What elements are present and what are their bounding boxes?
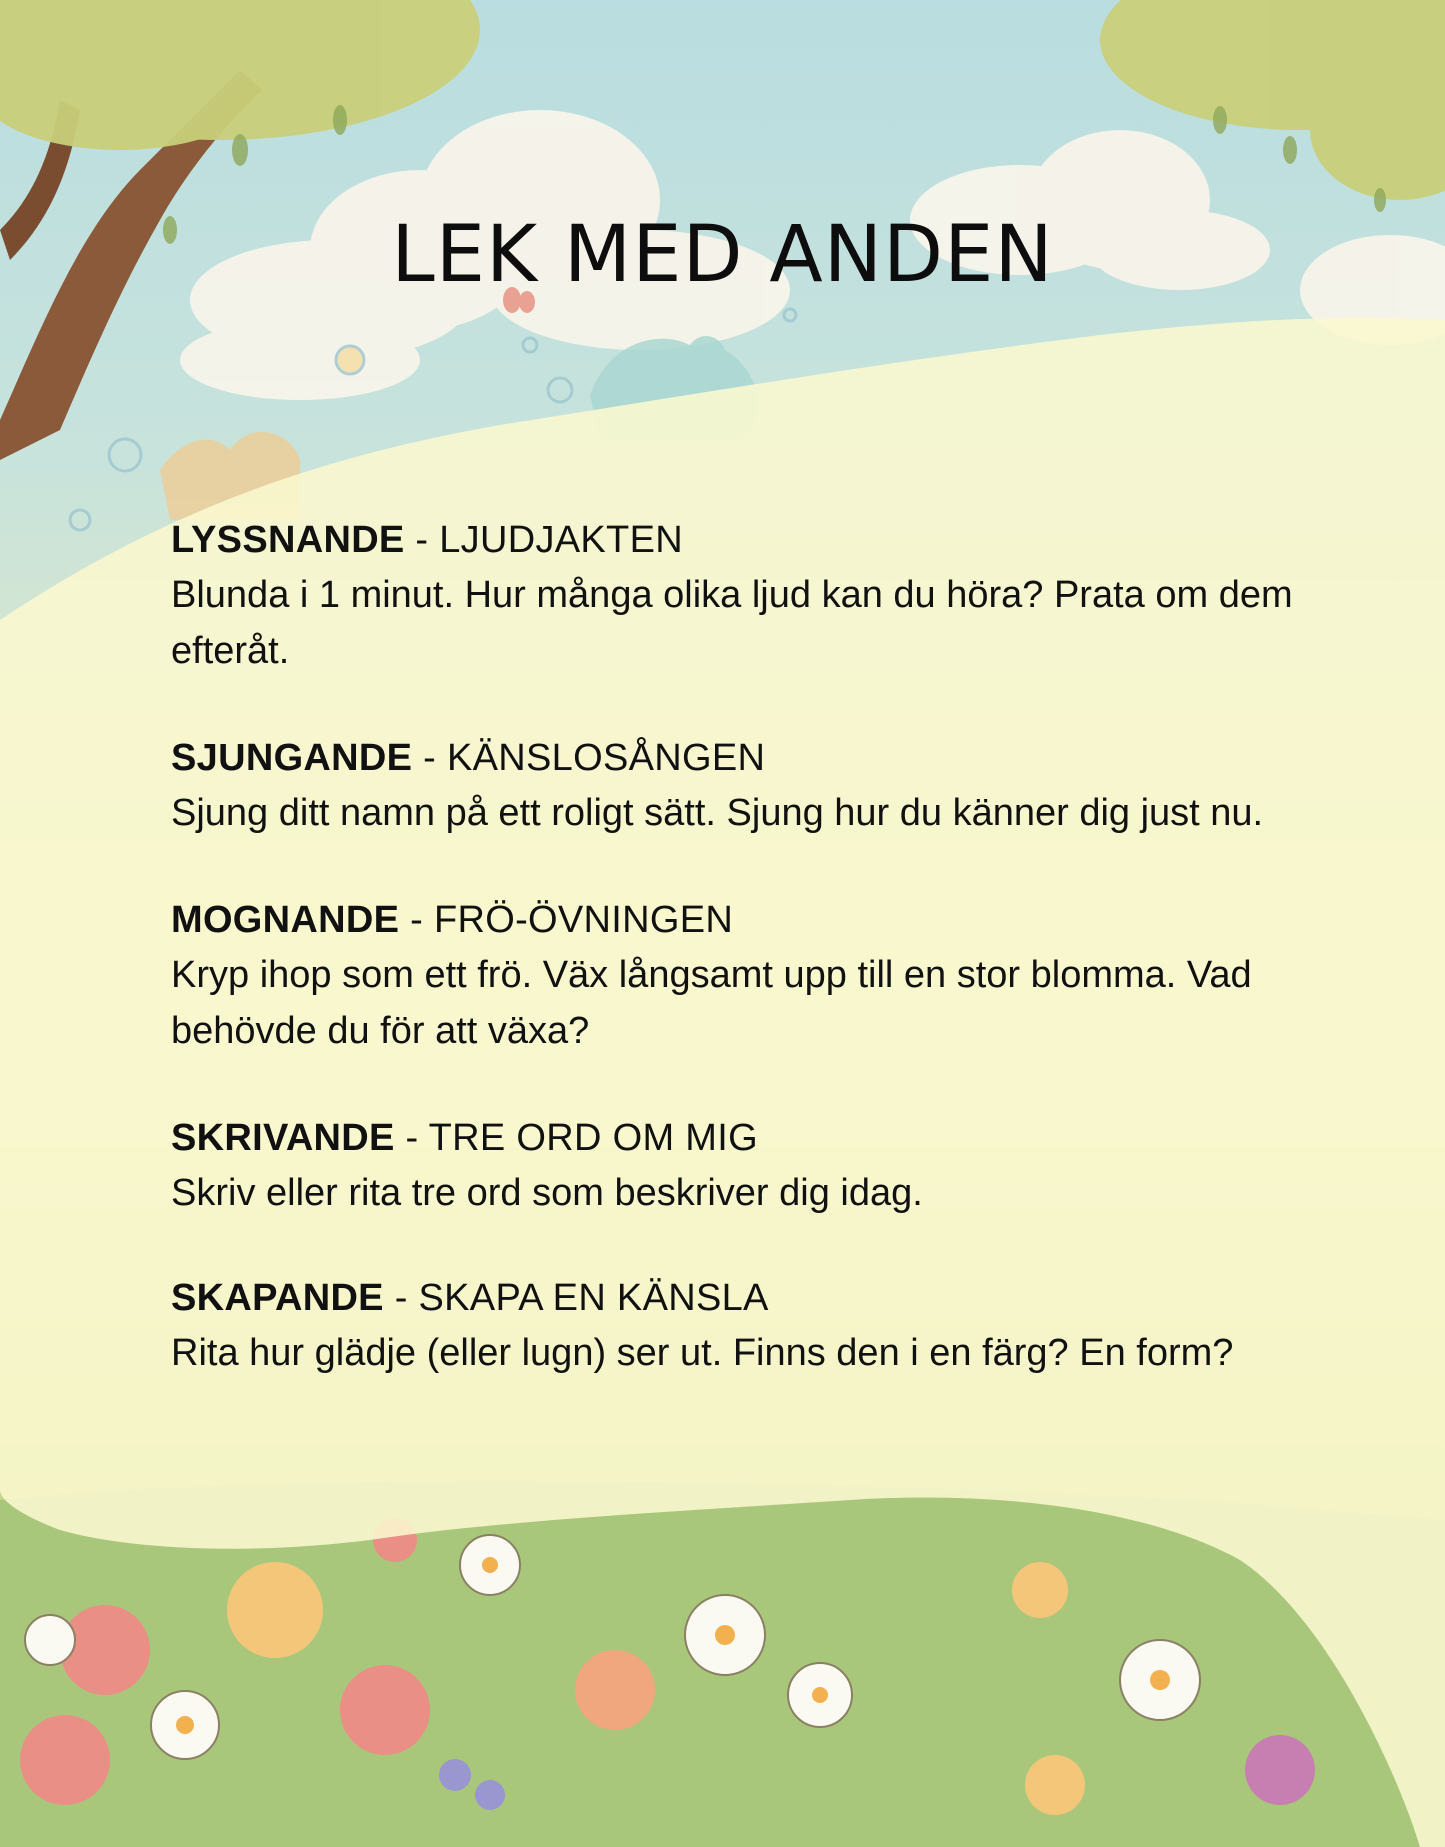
activity-separator: -	[394, 1117, 429, 1159]
activity-name: KÄNSLOSÅNGEN	[446, 737, 766, 779]
activity-heading	[171, 515, 1301, 565]
activity-item	[171, 1113, 1301, 1221]
activity-name: TRE ORD OM MIG	[428, 1117, 758, 1159]
activity-heading	[171, 1273, 1301, 1323]
activity-description: Skriv eller rita tre ord som beskriver dig idag.	[171, 1172, 923, 1214]
activity-separator: -	[412, 737, 447, 779]
activity-name: SKAPA EN KÄNSLA	[418, 1277, 769, 1319]
activity-heading	[171, 1113, 1301, 1163]
page-title: LEK MED ANDEN	[391, 210, 1054, 300]
activity-item	[171, 1273, 1301, 1381]
activity-category: LYSSNANDE	[171, 519, 405, 561]
activity-item	[171, 515, 1301, 679]
activity-separator: -	[383, 1277, 419, 1319]
activity-heading	[171, 733, 1301, 783]
activity-heading	[171, 895, 1301, 945]
activity-description: Sjung ditt namn på ett roligt sätt. Sjung hur du känner dig just nu.	[171, 792, 1264, 834]
activity-separator: -	[399, 899, 434, 941]
activity-separator: -	[404, 519, 440, 561]
activity-category: SKAPANDE	[171, 1277, 384, 1319]
activity-description: Kryp ihop som ett frö. Väx långsamt upp till en stor blomma. Vad behövde du för att växa?	[171, 954, 1252, 1052]
activity-category: MOGNANDE	[171, 899, 400, 941]
activity-item	[171, 895, 1301, 1059]
activity-item	[171, 733, 1301, 841]
activity-name: FRÖ-ÖVNINGEN	[433, 899, 734, 941]
activity-description: Blunda i 1 minut. Hur många olika ljud kan du höra? Prata om dem efteråt.	[171, 574, 1293, 672]
activity-description: Rita hur glädje (eller lugn) ser ut. Finns den i en färg? En form?	[171, 1332, 1234, 1374]
activity-category: SJUNGANDE	[171, 737, 413, 779]
activity-list	[171, 515, 1301, 1381]
activity-category: SKRIVANDE	[171, 1117, 395, 1159]
activity-name: LJUDJAKTEN	[439, 519, 683, 561]
foliage-illustration	[0, 0, 1445, 200]
